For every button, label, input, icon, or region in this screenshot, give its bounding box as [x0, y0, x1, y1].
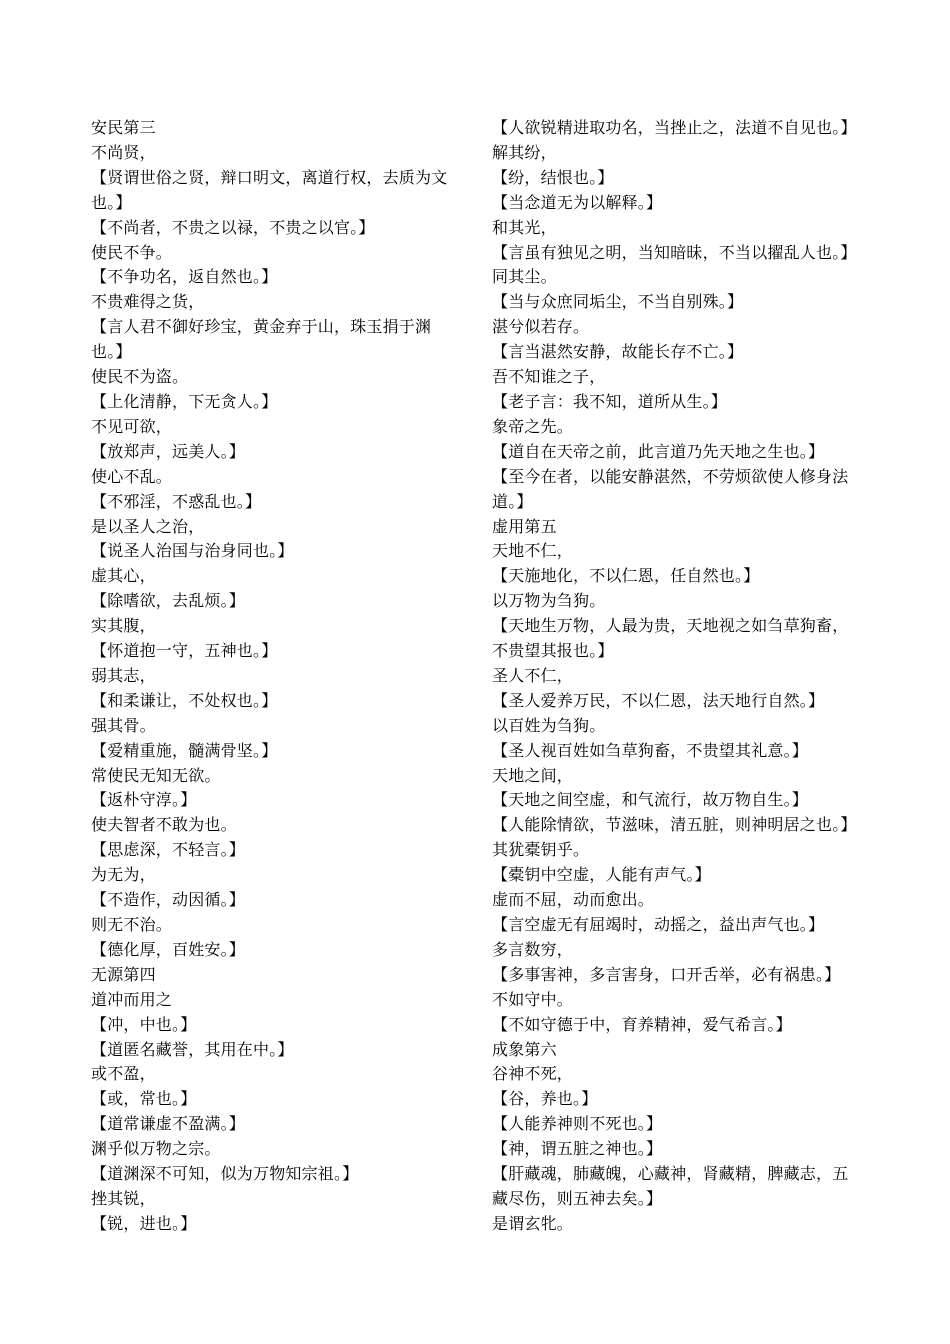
text-line: 使民不为盗。	[91, 367, 189, 387]
text-line: 【天地生万物，人最为贵，天地视之如刍草狗畜，	[492, 616, 849, 636]
text-line: 多言数穷，	[492, 939, 574, 959]
text-line: 象帝之先。	[492, 416, 574, 436]
text-line: 【圣人视百姓如刍草狗畜，不贵望其礼意。】	[492, 740, 809, 760]
text-line: 渊乎似万物之宗。	[91, 1139, 221, 1159]
text-line: 无源第四	[91, 964, 156, 984]
text-line: 【锐，进也。】	[91, 1213, 197, 1233]
text-line: 吾不知谁之子，	[492, 367, 606, 387]
text-line: 【当念道无为以解释。】	[492, 192, 663, 212]
text-line: 【不造作，动因循。】	[91, 890, 246, 910]
text-line: 【谷，养也。】	[492, 1089, 598, 1109]
text-line: 圣人不仁，	[492, 665, 574, 685]
text-line: 道冲而用之	[91, 989, 173, 1009]
text-line: 【不争功名，返自然也。】	[91, 267, 278, 287]
text-line: 解其纷，	[492, 142, 557, 162]
text-line: 藏尽伤，则五神去矣。】	[492, 1188, 663, 1208]
text-line: 则无不治。	[91, 915, 173, 934]
text-line: 【和柔谦让，不处权也。】	[91, 690, 278, 710]
text-line: 【放郑声，远美人。】	[91, 441, 246, 461]
text-line: 【道渊深不可知，似为万物知宗祖。】	[91, 1164, 359, 1184]
text-line: 是以圣人之治，	[91, 516, 205, 536]
text-line: 【言虽有独见之明，当知暗昧，不当以擢乱人也。】	[492, 242, 857, 262]
text-line: 强其骨。	[91, 715, 156, 735]
text-line: 【圣人爱养万民，不以仁恩，法天地行自然。】	[492, 690, 825, 710]
text-line: 也。】	[91, 342, 132, 362]
text-line: 不贵难得之货，	[91, 292, 205, 312]
text-line: 【言当湛然安静，故能长存不亡。】	[492, 342, 744, 362]
text-line: 天地之间，	[492, 765, 574, 785]
text-line: 【不邪淫，不惑乱也。】	[91, 491, 262, 511]
text-line: 其犹橐钥乎。	[492, 840, 590, 860]
text-line: 常使民无知无欲。	[91, 765, 221, 785]
text-line: 【人能除情欲，节滋味，清五脏，则神明居之也。】	[492, 815, 857, 835]
text-line: 【橐钥中空虚，人能有声气。】	[492, 865, 711, 885]
left-text-column	[91, 116, 471, 1237]
text-line: 【不尚者，不贵之以禄，不贵之以官。】	[91, 217, 375, 237]
text-line: 成象第六	[492, 1039, 557, 1059]
text-line: 不贵望其报也。】	[492, 641, 614, 661]
text-line: 或不盈，	[91, 1064, 156, 1084]
text-line: 天地不仁，	[492, 541, 574, 561]
text-line: 虚用第五	[492, 516, 557, 536]
text-line: 【除嗜欲，去乱烦。】	[91, 591, 246, 611]
text-line: 【道匿名藏誉，其用在中。】	[91, 1039, 294, 1059]
text-line: 【思虑深，不轻言。】	[91, 840, 246, 860]
text-line: 【神，谓五脏之神也。】	[492, 1139, 663, 1159]
text-line: 【贤谓世俗之贤，辩口明文，离道行权，去质为文	[91, 167, 448, 187]
text-line: 【怀道抱一守，五神也。】	[91, 641, 278, 661]
text-line: 【纷，结恨也。】	[492, 167, 614, 187]
text-line: 【肝藏魂，肺藏魄，心藏神，肾藏精，脾藏志，五	[492, 1164, 849, 1184]
text-line: 使民不争。	[91, 242, 173, 262]
text-line: 【道常谦虚不盈满。】	[91, 1114, 246, 1134]
text-line: 【天地之间空虚，和气流行，故万物自生。】	[492, 790, 809, 810]
text-line: 虚而不屈，动而愈出。	[492, 890, 655, 910]
text-line: 也。】	[91, 192, 132, 212]
right-text-column	[492, 116, 872, 1237]
text-line: 【言空虚无有屈竭时，动摇之，益出声气也。】	[492, 915, 825, 934]
text-line: 不如守中。	[492, 989, 574, 1009]
text-line: 以万物为刍狗。	[492, 591, 606, 611]
text-line: 【爱精重施，髓满骨坚。】	[91, 740, 278, 760]
text-line: 安民第三	[91, 118, 156, 137]
text-line: 不见可欲，	[91, 416, 173, 436]
text-line: 【不如守德于中，育养精神，爱气希言。】	[492, 1014, 792, 1034]
text-line: 【冲，中也。】	[91, 1014, 197, 1034]
text-line: 道。】	[492, 491, 533, 511]
text-line: 【多事害神，多言害身，口开舌举，必有祸患。】	[492, 964, 841, 984]
text-line: 【天施地化，不以仁恩，任自然也。】	[492, 566, 760, 586]
text-line: 【人能养神则不死也。】	[492, 1114, 663, 1134]
text-line: 【返朴守淳。】	[91, 790, 197, 810]
text-line: 是谓玄牝。	[492, 1213, 574, 1233]
text-line: 和其光，	[492, 217, 557, 237]
text-line: 【道自在天帝之前，此言道乃先天地之生也。】	[492, 441, 825, 461]
text-line: 以百姓为刍狗。	[492, 715, 606, 735]
text-line: 虚其心，	[91, 566, 156, 586]
text-line: 谷神不死，	[492, 1064, 574, 1084]
text-line: 【至今在者，以能安静湛然，不劳烦欲使人修身法	[492, 466, 849, 486]
text-line: 【说圣人治国与治身同也。】	[91, 541, 294, 561]
text-line: 湛兮似若存。	[492, 317, 590, 337]
text-line: 挫其锐，	[91, 1188, 156, 1208]
text-line: 【当与众庶同垢尘，不当自别殊。】	[492, 292, 744, 312]
text-line: 【言人君不御好珍宝，黄金弃于山，珠玉捐于渊	[91, 317, 432, 337]
text-line: 不尚贤，	[91, 142, 156, 162]
text-line: 【人欲锐精进取功名，当挫止之，法道不自见也。】	[492, 118, 857, 137]
text-line: 同其尘。	[492, 267, 557, 287]
text-line: 弱其志，	[91, 665, 156, 685]
text-line: 实其腹，	[91, 616, 156, 636]
text-line: 【或，常也。】	[91, 1089, 197, 1109]
text-line: 使夫智者不敢为也。	[91, 815, 237, 835]
text-line: 【老子言：我不知，道所从生。】	[492, 391, 728, 411]
text-line: 【德化厚，百姓安。】	[91, 939, 246, 959]
text-line: 为无为，	[91, 865, 156, 885]
text-line: 【上化清静，下无贪人。】	[91, 391, 278, 411]
text-line: 使心不乱。	[91, 466, 173, 486]
